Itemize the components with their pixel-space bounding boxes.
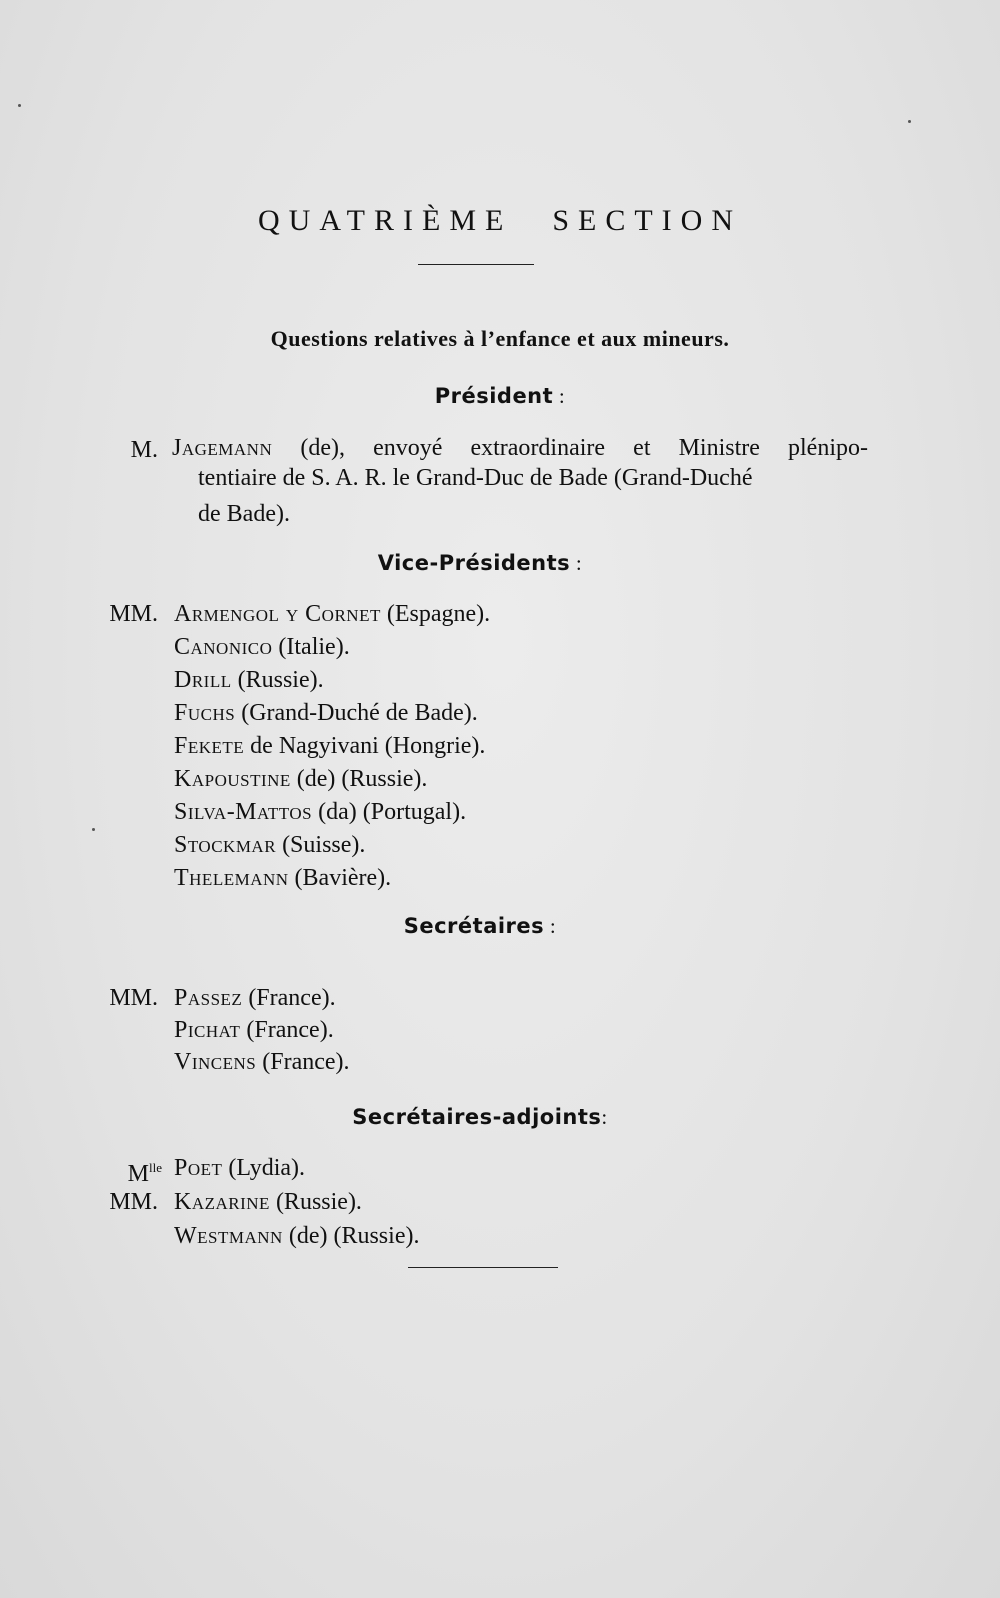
closing-rule (408, 1267, 558, 1268)
assistant-secretaries-prefix-mlle: $M^{lle}$ (127, 1160, 162, 1187)
president-name: Jagemann (172, 435, 273, 461)
list-item: Poet (Lydia). (174, 1155, 306, 1181)
section-title-part2: SECTION (552, 204, 742, 237)
list-item: Silva-Mattos (da) (Portugal). (174, 799, 467, 825)
list-item: Fuchs (Grand-Duché de Bade). (174, 700, 478, 726)
list-item: Thelemann (Bavière). (174, 865, 392, 891)
list-item: Kazarine (Russie). (174, 1189, 362, 1215)
list-item: Pichat (France). (174, 1017, 334, 1043)
list-item: Stockmar (Suisse). (174, 832, 366, 858)
list-item: Westmann (de) (Russie). (174, 1223, 420, 1249)
print-speck (92, 828, 95, 831)
secretaries-heading: Secrétaires : (403, 914, 557, 938)
assistant-secretaries-heading: Secrétaires-adjoints: (352, 1105, 608, 1129)
president-entry: Jagemann (de), envoyé extraordinaire et Ministre plénipo- (172, 435, 868, 461)
print-speck (18, 104, 21, 107)
title-rule (418, 264, 534, 265)
list-item: Kapoustine (de) (Russie). (174, 766, 428, 792)
print-speck (908, 120, 911, 123)
list-item: Vincens (France). (174, 1049, 350, 1075)
president-line3: de Bade). (198, 501, 290, 527)
section-subtitle: Questions relatives à l’enfance et aux mineurs. (270, 326, 730, 351)
section-title (0, 204, 1000, 238)
vice-presidents-heading: Vice-Présidents : (377, 551, 583, 575)
list-item: Armengol y Cornet (Espagne). (174, 601, 491, 627)
section-title-part1: QUATRIÈME (258, 204, 513, 237)
president-line2: tentiaire de S. A. R. le Grand-Duc de Bade (Grand-Duché (198, 465, 753, 491)
secretaries-prefix: MM. (109, 985, 158, 1011)
president-heading: Président : (434, 384, 566, 408)
vice-presidents-prefix: MM. (109, 601, 158, 627)
list-item: Canonico (Italie). (174, 634, 350, 660)
assistant-secretaries-prefix-mm: MM. (109, 1189, 158, 1215)
president-prefix: M. (130, 437, 158, 463)
list-item: Passez (France). (174, 985, 336, 1011)
list-item: Fekete de Nagyivani (Hongrie). (174, 733, 486, 759)
list-item: Drill (Russie). (174, 667, 324, 693)
